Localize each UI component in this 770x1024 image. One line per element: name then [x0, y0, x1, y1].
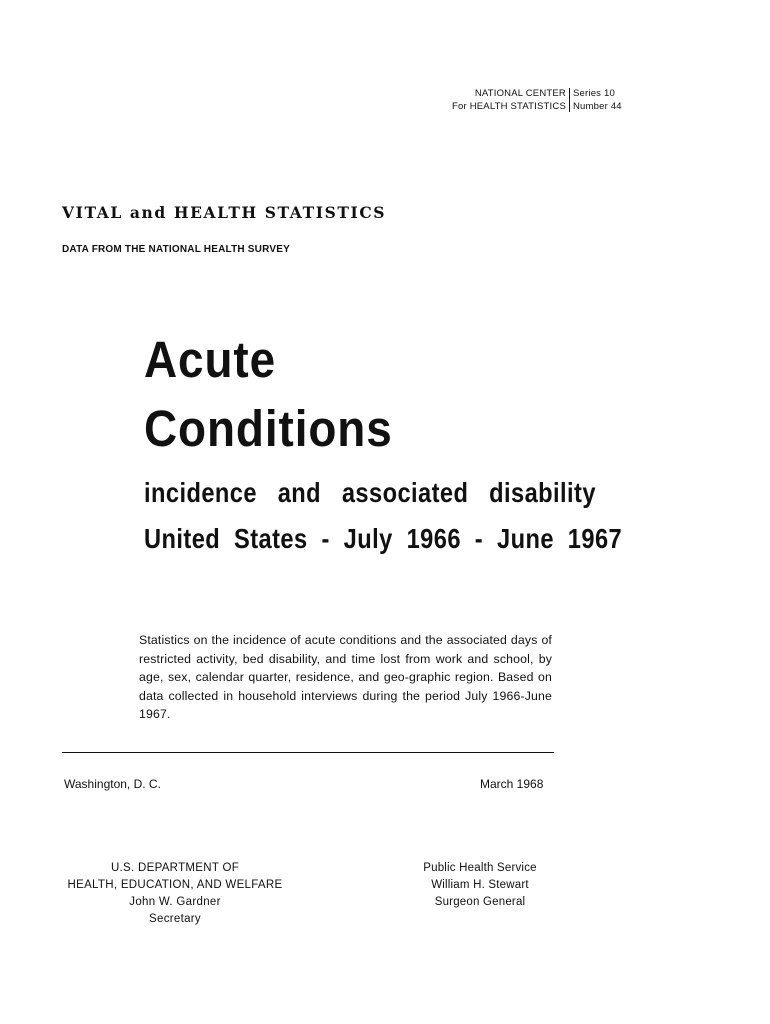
surgeon-general-title: Surgeon General — [434, 896, 526, 908]
secretary-title: Secretary — [149, 913, 201, 925]
surgeon-general-name: William H. Stewart — [431, 879, 529, 891]
document-subtitle-line-2: United States - July 1966 - June 1967 — [144, 523, 623, 554]
number-label: Number 44 — [573, 101, 622, 112]
agency-line-1: NATIONAL CENTER — [474, 88, 566, 99]
agency-name — [430, 87, 566, 113]
secretary-name: John W. Gardner — [129, 896, 221, 908]
document-title-line-1: Acute — [144, 331, 277, 388]
department-line-2: HEALTH, EDUCATION, AND WELFARE — [67, 879, 283, 891]
document-title-line-2: Conditions — [144, 400, 393, 457]
horizontal-rule — [62, 752, 554, 753]
header-divider — [569, 88, 570, 112]
series-number-block — [573, 87, 622, 113]
document-summary: Statistics on the incidence of acute conditions and the associated days of restricted activity, bed disability, and time lost from work and school, by age, sex, calendar quarter, residence, and geo-graphic region. Based on data collected in household interviews during the period July 1966-June 1967. — [139, 633, 552, 721]
series-subtitle: DATA FROM THE NATIONAL HEALTH SURVEY — [62, 244, 290, 255]
series-label: Series 10 — [573, 88, 615, 99]
service-name: Public Health Service — [423, 862, 537, 874]
department-line-1: U.S. DEPARTMENT OF — [110, 862, 240, 874]
series-title: VITAL and HEALTH STATISTICS — [62, 203, 387, 222]
publication-date: March 1968 — [480, 777, 544, 791]
agency-line-2: For HEALTH STATISTICS — [452, 101, 566, 112]
department-block — [55, 860, 295, 928]
document-subtitle-line-1: incidence and associated disability — [144, 477, 596, 508]
public-health-service-block — [405, 860, 555, 911]
publication-place: Washington, D. C. — [64, 777, 161, 791]
